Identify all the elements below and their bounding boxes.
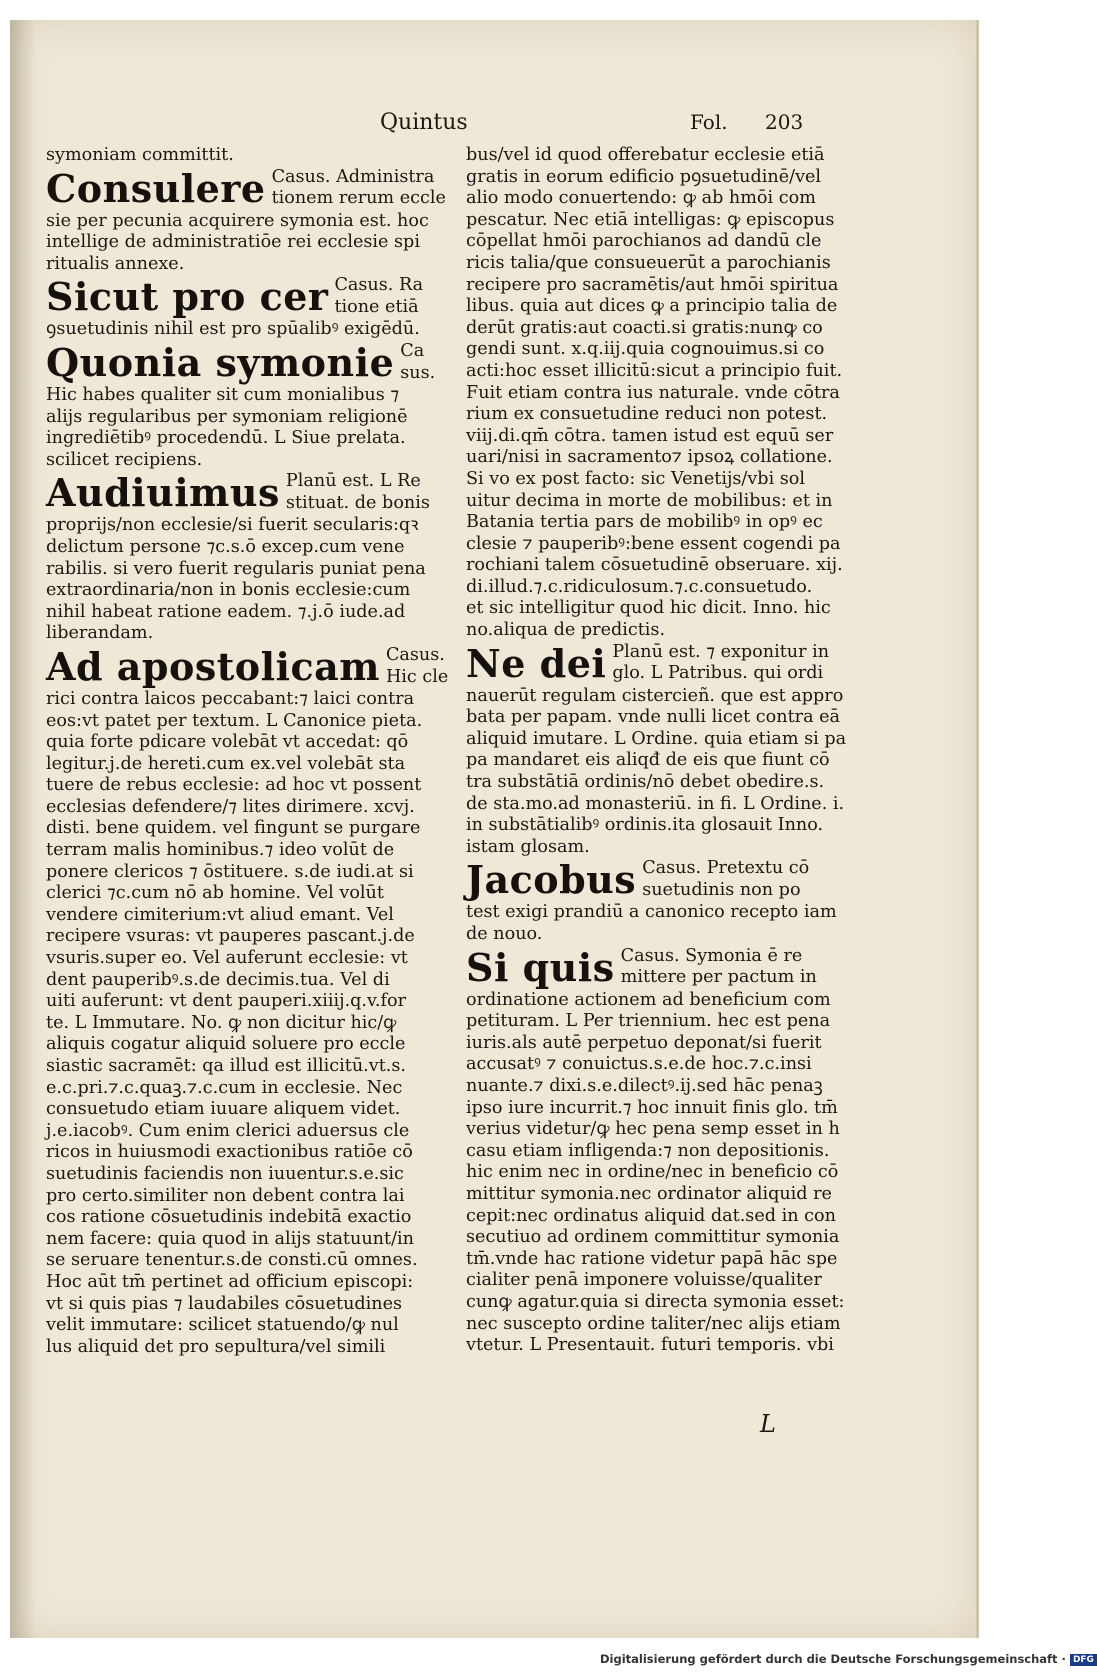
text-line: rochiani talem cōsuetudinē obseruare. xij. xyxy=(466,555,843,576)
text-line: vendere cimiterium:vt aliud emant. Vel xyxy=(46,904,394,925)
text-line: verius videtur/ꝙ hec pena semp esset in h xyxy=(466,1119,840,1140)
text-line: iuris.als autē perpetuo deponat/si fuerit xyxy=(466,1032,822,1053)
text-line: ꝯsuetudinis nihil est pro spūalibꝰ exigēdū. xyxy=(46,319,420,340)
text-line: tra substātiā ordinis/nō debet obedire.s. xyxy=(466,772,825,793)
page-header xyxy=(380,110,804,140)
text-line: terram malis hominibus.⁊ ideo volūt de xyxy=(46,840,395,861)
text-line: accusatꝰ ⁊ conuictus.s.e.de hoc.⁊.c.insi xyxy=(466,1054,812,1075)
text-line: glo. L Patribus. qui ordi xyxy=(612,663,824,684)
text-line: te. L Immutare. No. ꝙ non dicitur hic/ꝙ xyxy=(46,1012,397,1033)
text-line: rabilis. si vero fuerit regularis puniat pena xyxy=(46,558,426,579)
text-line: eos:vt patet per textum. L Canonice pieta. xyxy=(46,710,423,731)
text-line: secutiuo ad ordinem committitur symonia xyxy=(466,1227,840,1248)
text-line: liberandam. xyxy=(46,623,154,644)
text-line: uitur decima in morte de mobilibus: et in xyxy=(466,490,833,511)
text-line: clerici ⁊c.cum nō ab homine. Vel volūt xyxy=(46,883,384,904)
text-line: Batania tertia pars de mobilibꝰ in opꝰ ec xyxy=(466,512,823,533)
lemma-block xyxy=(466,946,846,990)
text-line: petituram. L Per triennium. hec est pena xyxy=(466,1011,831,1032)
text-line: de nouo. xyxy=(466,924,543,944)
text-line: suetudinis non po xyxy=(642,880,801,900)
folio-number: 203 xyxy=(765,110,804,134)
text-line: uiti auferunt: vt dent pauperi.xiiij.q.v.for xyxy=(46,991,406,1012)
lemma-heading: Si quis xyxy=(466,944,615,990)
text-line: mittere per pactum in xyxy=(620,967,817,988)
dfg-logo: DFG xyxy=(1070,1654,1097,1666)
text-line: Ca xyxy=(400,340,425,361)
text-line: gendi sunt. x.q.iij.quia cognouimus.si co xyxy=(466,339,825,360)
lemma-block xyxy=(46,165,446,211)
text-line: pescatur. Nec etiā intelligas: ꝙ episcopus xyxy=(466,209,835,230)
lemma-heading: Ad apostolicam xyxy=(46,643,380,689)
text-line: siastic sacramēt: qa illud est illicitū.vt.s. xyxy=(46,1056,406,1076)
text-line: in substātialibꝰ ordinis.ita glosauit Inno. xyxy=(466,815,824,836)
text-line: istam glosam. xyxy=(466,836,590,857)
text-line: lus aliquid det pro sepultura/vel simili xyxy=(46,1336,386,1357)
footer-text: Digitalisierung gefördert durch die Deutsche Forschungsgemeinschaft · xyxy=(600,1652,1066,1666)
text-line: aliquid imutare. L Ordine. quia etiam si pa xyxy=(466,728,847,749)
gutter-shadow xyxy=(10,20,36,1638)
footer-credit xyxy=(600,1652,1094,1670)
text-line: et sic intelligitur quod hic dicit. Inno. hic xyxy=(466,598,831,619)
text-line: mittitur symonia.nec ordinator aliquid re xyxy=(466,1183,832,1204)
text-line: suetudinis faciendis non iuuentur.s.e.sic xyxy=(46,1163,404,1184)
text-line: derūt gratis:aut coacti.si gratis:nunꝙ co xyxy=(466,317,823,338)
text-line: tione etiā xyxy=(334,296,419,317)
text-line: ritualis annexe. xyxy=(46,253,185,274)
text-line: Hoc aūt tm̄ pertinet ad officium episcopi: xyxy=(46,1271,414,1292)
signature-mark: L xyxy=(760,1410,776,1438)
text-line: vsuris.super eo. Vel auferunt ecclesie: vt xyxy=(46,948,408,969)
text-line: Fuit etiam contra ius naturale. vnde cōtra xyxy=(466,382,840,403)
text-line: e.c.pri.⁊.c.quaꝫ.⁊.c.cum in ecclesie. Nec xyxy=(46,1077,403,1098)
text-line: no.aliqua de predictis. xyxy=(466,620,666,641)
text-line: nihil habeat ratione eadem. ⁊.j.ō iude.ad xyxy=(46,601,406,622)
lemma-block xyxy=(46,643,449,689)
text-line: proprijs/non ecclesie/si fuerit secularis:qꝛ xyxy=(46,515,419,536)
lemma-heading: Jacobus xyxy=(466,857,637,903)
text-line: ipso iure incurrit.⁊ hoc innuit finis glo. tm̄ xyxy=(466,1097,838,1118)
text-line: stituat. de bonis xyxy=(285,492,430,513)
text-line: Casus. Ra xyxy=(334,275,424,296)
text-line: Casus. Administra xyxy=(271,166,435,187)
text-line: cepit:nec ordinatus aliquid dat.sed in con xyxy=(466,1205,836,1226)
text-line: bus/vel id quod offerebatur ecclesie etiā xyxy=(466,145,825,165)
lemma-block xyxy=(466,858,846,902)
text-line: cōpellat hmōi parochianos ad dandū cle xyxy=(466,231,822,252)
text-line: viij.di.qm̄ cōtra. tamen istud est equū ser xyxy=(466,425,834,446)
text-line: acti:hoc esset illicitū:sicut a principio fuit. xyxy=(466,360,843,381)
text-line: cialiter penā imponere voluisse/qualiter xyxy=(466,1270,822,1291)
text-line: Planū est. ⁊ exponitur in xyxy=(612,641,830,662)
text-line: vtetur. L Presentauit. futuri temporis. vbi xyxy=(466,1335,834,1356)
text-line: symoniam committit. xyxy=(46,145,234,165)
text-line: di.illud.⁊.c.ridiculosum.⁊.c.consuetudo. xyxy=(466,576,813,597)
lemma-block xyxy=(46,470,430,516)
text-line: aliquis cogatur aliquid soluere pro eccle xyxy=(46,1034,406,1055)
text-line: alijs regularibus per symoniam religionē xyxy=(46,406,408,427)
text-line: alio modo conuertendo: ꝙ ab hmōi com xyxy=(466,188,816,209)
text-line: cunꝙ agatur.quia si directa symonia esset: xyxy=(466,1291,845,1312)
text-line: rici contra laicos peccabant:⁊ laici contra xyxy=(46,688,415,709)
text-line: Hic habes qualiter sit cum monialibus ⁊ xyxy=(46,384,400,405)
text-line: ordinatione actionem ad beneficium com xyxy=(466,989,831,1010)
text-line: nuante.⁊ dixi.s.e.dilectꝰ.ij.sed hāc penaꝫ xyxy=(466,1075,823,1096)
text-line: Casus. xyxy=(385,644,445,665)
lemma-heading: Consulere xyxy=(46,165,266,211)
text-line: legitur.j.de hereti.cum ex.vel volebāt sta xyxy=(46,753,406,774)
text-line: recipere vsuras: vt pauperes pascant.j.de xyxy=(46,926,415,947)
text-line: tm̄.vnde hac ratione videtur papā hāc spe xyxy=(466,1248,838,1269)
text-line: Hic cle xyxy=(385,666,449,687)
text-line: clesie ⁊ pauperibꝰ:bene essent cogendi pa xyxy=(466,533,841,554)
text-line: Casus. Pretextu cō xyxy=(642,858,810,879)
lemma-block xyxy=(46,275,426,319)
text-line: ponere clericos ⁊ ōstituere. s.de iudi.at si xyxy=(46,861,414,882)
text-line: sus. xyxy=(400,362,436,383)
text-line: recipere pro sacramētis/aut hmōi spiritua xyxy=(466,274,839,295)
text-line: test exigi prandiū a canonico recepto iam xyxy=(466,902,837,923)
text-line: ingrediētibꝰ procedendū. L Siue prelata. xyxy=(46,428,406,449)
text-line: extraordinaria/non in bonis ecclesie:cum xyxy=(46,580,411,601)
text-line: gratis in eorum edificio pꝯsuetudinē/vel xyxy=(466,166,822,187)
text-line: casu etiam infligenda:⁊ non depositionis. xyxy=(466,1140,830,1161)
text-line: delictum persone ⁊c.s.ō excep.cum vene xyxy=(46,536,405,557)
running-head: Quintus xyxy=(380,110,468,135)
text-line: Planū est. L Re xyxy=(285,471,421,492)
lemma-heading: Ne dei xyxy=(466,640,607,686)
lemma-heading: Sicut pro cer xyxy=(46,274,329,320)
text-line: consuetudo etiam iuuare aliquem videt. xyxy=(46,1099,401,1120)
left-column xyxy=(46,145,449,1358)
text-line: quia forte pdicare volebāt vt accedat: qō xyxy=(46,732,409,753)
text-line: nec suscepto ordine taliter/nec alijs etiam xyxy=(466,1313,841,1334)
text-line: nem facere: quia quod in alijs statuunt/in xyxy=(46,1228,414,1249)
text-line: ecclesias defendere/⁊ lites dirimere. xcvj. xyxy=(46,796,415,817)
text-line: rium ex consuetudine reduci non potest. xyxy=(466,404,828,425)
text-line: nauerūt regulam cistercieñ. que est appro xyxy=(466,685,844,706)
text-line: bata per papam. vnde nulli licet contra eā xyxy=(466,707,841,728)
text-line: hic enim nec in ordine/nec in beneficio cō xyxy=(466,1162,839,1183)
text-line: j.e.iacobꝰ. Cum enim clerici aduersus cle xyxy=(46,1120,410,1141)
text-line: de sta.mo.ad monasteriū. in fi. L Ordine. i. xyxy=(466,793,845,814)
lemma-block xyxy=(466,642,846,686)
text-line: intellige de administratiōe rei ecclesie spi xyxy=(46,232,420,253)
text-line: tionem rerum eccle xyxy=(271,188,446,209)
folio-label: Fol. xyxy=(690,110,728,134)
text-line: cos ratione cōsuetudinis indebitā exactio xyxy=(46,1207,412,1228)
text-line: Casus. Symonia ē re xyxy=(620,945,803,966)
text-line: scilicet recipiens. xyxy=(46,449,203,470)
text-line: vt si quis pias ⁊ laudabiles cōsuetudines xyxy=(46,1293,403,1314)
text-line: ricis talia/que consueuerūt a parochianis xyxy=(466,252,831,273)
text-line: dent pauperibꝰ.s.de decimis.tua. Vel di xyxy=(46,969,390,990)
right-column xyxy=(466,145,846,1357)
lemma-heading: Quonia symonie xyxy=(46,339,395,385)
text-line: velit immutare: scilicet statuendo/ꝙ nul xyxy=(46,1315,399,1336)
lemma-block xyxy=(46,339,436,385)
text-line: uari/nisi in sacramento⁊ ipsoꝝ collatione. xyxy=(466,447,833,468)
lemma-heading: Audiuimus xyxy=(46,470,280,516)
text-line: disti. bene quidem. vel fingunt se purgare xyxy=(46,818,421,839)
text-line: pa mandaret eis aliqđ de eis que fiunt cō xyxy=(466,750,830,771)
text-line: sie per pecunia acquirere symonia est. hoc xyxy=(46,210,429,231)
text-line: libus. quia aut dices ꝙ a principio talia de xyxy=(466,296,838,317)
text-line: pro certo.similiter non debent contra lai xyxy=(46,1185,405,1206)
text-line: Si vo ex post facto: sic Venetijs/vbi sol xyxy=(466,468,806,489)
text-line: se seruare tenentur.s.de consti.cū omnes. xyxy=(46,1250,418,1271)
text-line: ricos in huiusmodi exactionibus ratiōe cō xyxy=(46,1142,413,1163)
text-line: tuere de rebus ecclesie: ad hoc vt possent xyxy=(46,775,422,796)
